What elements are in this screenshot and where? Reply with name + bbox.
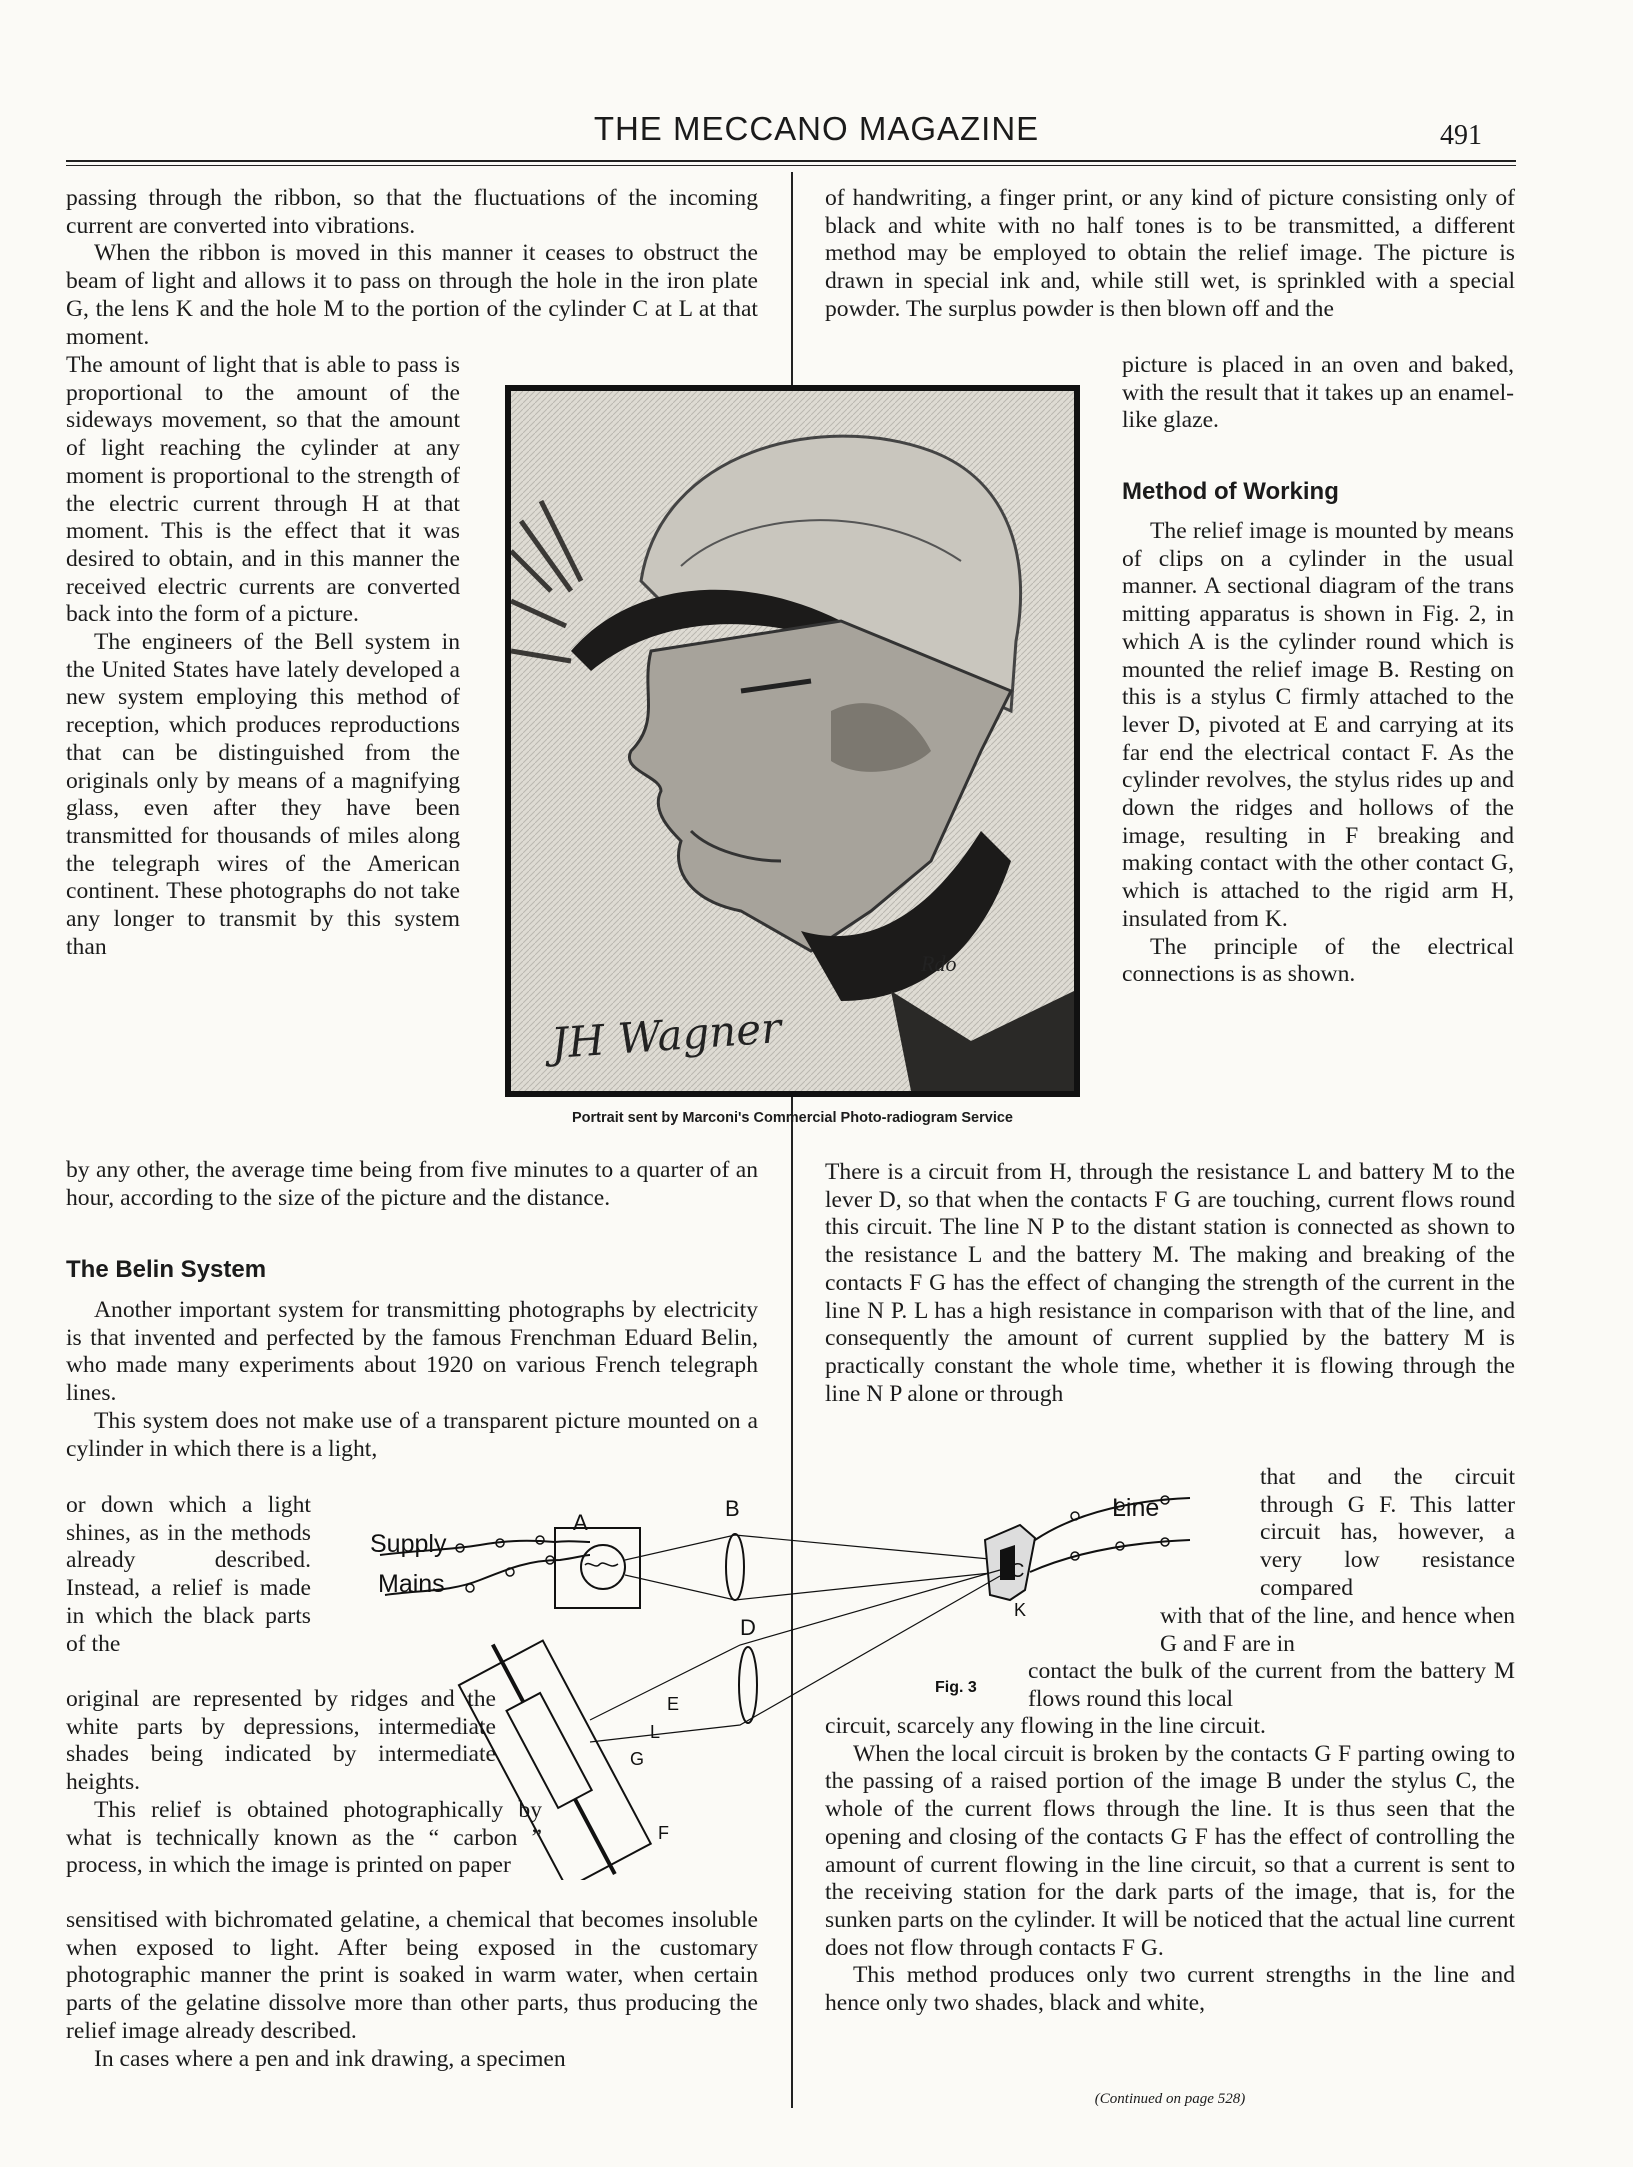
paragraph: When the ribbon is moved in this manner it ceases to obstruct the beam of light and allows it to pass on through the hole in the iron plate G, the lens K and the hole M to the portion of the cylinder C at L at that moment. xyxy=(66,240,758,350)
paragraph: circuit, scarcely any flowing in the line circuit. xyxy=(825,1713,1266,1739)
left-column-top xyxy=(66,185,758,351)
fig-letter-l: L xyxy=(650,1722,661,1742)
paragraph: There is a circuit from H, through the resistance L and battery M to the lever D, so that when the contacts F G are touching, current flows round this circuit. The line N P to the distant station is connected as shown to the resistance L and the battery M. The making and breaking of the contacts F G has the effect of changing the strength of the current in the line N P. L has a high resistance in comparison with that of the line, and consequently the amount of current supplied by the battery M is practically constant the whole time, whether it is flowing through the line N P alone or through xyxy=(825,1159,1515,1407)
paragraph: of handwriting, a finger print, or any kind of picture consisting only of black and white with no half tones is to be transmitted, a different method may be employed to obtain the relief image. The picture is drawn in special ink and, while still wet, is sprinkled with a special powder. The surplus powder is then blown off and the xyxy=(825,185,1515,322)
paragraph: passing through the ribbon, so that the fluctuations of the incoming current are converted into vibrations. xyxy=(66,185,758,239)
fig-letter-a: A xyxy=(573,1510,588,1535)
paragraph: The relief image is mounted by means of clips on a cylinder in the usual manner. A sectional diagram of the trans mitting apparatus is shown in Fig. 2, in which A is the cylinder round which is mounted the relief image B. Resting on this is a stylus C firmly attached to the lever D, pivoted at E and carrying at its far end the electrical contact F. As the cylinder revolves, the stylus rides up and down the ridges and hollows of the image, resulting in F breaking and making contact with the other contact G, which is attached to the rigid arm H, insulated from K. xyxy=(1122,518,1514,932)
paragraph: with that of the line, and hence when G and F are in xyxy=(1160,1603,1515,1657)
fig-letter-k: K xyxy=(1014,1600,1027,1620)
paragraph: sensitised with bichromated gelatine, a chemical that becomes insoluble when exposed to light. After being exposed in the customary photographic manner the print is soaked in warm water, when certain parts of the gelatine dissolve more than other parts, thus producing the relief image already described. xyxy=(66,1907,758,2044)
paragraph: contact the bulk of the current from the battery M flows round this local xyxy=(1028,1658,1515,1712)
paragraph: This method produces only two current strengths in the line and hence only two shades, black and white, xyxy=(825,1962,1515,2017)
portrait-image xyxy=(505,385,1080,1097)
fig-letter-e: E xyxy=(667,1694,680,1714)
fig-letter-c: C xyxy=(1010,1560,1025,1582)
paragraph: The engineers of the Bell system in the United States have lately developed a new system employing this method of reception, which produces reproductions that can be distinguished from the originals only by means of a magnifying glass, even after they have been transmitted for thousands of miles along the telegraph wires of the American continent. These photographs do not take any longer to transmit by this system than xyxy=(66,629,460,960)
left-column-bottom xyxy=(66,1907,758,2073)
paragraph: Another important system for transmitting photographs by electricity is that invented and perfected by the famous Frenchman Eduard Belin, who made many experiments about 1920 on various French telegraph lines. xyxy=(66,1297,758,1407)
paragraph: The amount of light that is able to pass is proportional to the amount of the sideways movement, so that the amount of light reaching the cylinder at any moment is proportional to the strength of the electric current through H at that moment. This is the effect that it was desired to obtain, and in this manner the received electric currents are converted back into the form of a picture. xyxy=(66,352,460,628)
figure-3-diagram xyxy=(360,1480,1260,1880)
page-number: 491 xyxy=(1440,120,1482,151)
paragraph: picture is placed in an oven and baked, with the result that it takes up an enamel-like glaze. xyxy=(1122,352,1514,434)
paragraph: This relief is obtained photographically by what is technically known as the “ carbon ” process, in which the image is printed on paper xyxy=(66,1797,542,1879)
paragraph: that and the circuit through G F. This latter circuit has, however, a very low resistance compared xyxy=(1260,1464,1515,1601)
paragraph: The principle of the electrical connections is as shown. xyxy=(1122,933,1514,988)
heading-method-of-working: Method of Working xyxy=(1122,478,1339,505)
line-label: Line xyxy=(1112,1494,1160,1522)
figure-3-label: Fig. 3 xyxy=(935,1679,977,1696)
fig-letter-f: F xyxy=(658,1823,669,1843)
paragraph: This system does not make use of a transparent picture mounted on a cylinder in which there is a light, xyxy=(66,1407,758,1462)
magazine-title: THE MECCANO MAGAZINE xyxy=(593,110,1040,147)
left-column-wrap xyxy=(66,352,460,961)
portrait-signature: JH Wagner xyxy=(549,1003,783,1068)
artist-monogram: Rdo xyxy=(921,951,957,976)
left-column-fig-wrap-1 xyxy=(66,1492,311,1658)
continued-note: (Continued on page 528) xyxy=(1094,2091,1246,2107)
header-rule xyxy=(66,160,1516,162)
fig-letter-g: G xyxy=(630,1749,645,1769)
mains-label: Mains xyxy=(378,1570,445,1598)
supply-label: Supply xyxy=(370,1530,447,1558)
paragraph: original are represented by ridges and the white parts by depressions, intermediate shades being indicated by intermediate heights. xyxy=(66,1686,496,1796)
header-rule-2 xyxy=(66,165,1516,166)
right-column-top xyxy=(825,185,1515,324)
left-column-belin xyxy=(66,1297,758,1463)
heading-belin-system: The Belin System xyxy=(66,1256,267,1283)
paragraph: In cases where a pen and ink drawing, a specimen xyxy=(94,2045,566,2072)
right-column-wrap-top xyxy=(1122,352,1514,435)
fig-letter-d: D xyxy=(740,1615,756,1640)
left-column-mid xyxy=(66,1157,758,1212)
right-column-wrap xyxy=(1122,518,1514,989)
paragraph: When the local circuit is broken by the contacts G F parting owing to the passing of a raised portion of the image B under the stylus C, the whole of the current flows through the line. It is thus seen that the opening and closing of the contacts G F has the effect of controlling the amount of current flowing in the line circuit, so that a current is sent to the receiving station for the dark parts of the image, that is, for the sunken parts on the cylinder. It will be noticed that the actual line current does not flow through contacts F G. xyxy=(825,1740,1515,1961)
fig-letter-b: B xyxy=(725,1496,740,1521)
right-column-mid xyxy=(825,1159,1515,1408)
paragraph: by any other, the average time being from five minutes to a quarter of an hour, according to the size of the picture and the distance. xyxy=(66,1157,758,1211)
paragraph: or down which a light shines, as in the methods already described. Instead, a relief is made in which the black parts of the xyxy=(66,1492,311,1657)
right-column-fig-wrap-1 xyxy=(1260,1464,1515,1603)
portrait-drawing xyxy=(511,391,1074,1091)
portrait-caption: Portrait sent by Marconi's Commercial Photo-radiogram Service xyxy=(572,1110,1013,1126)
